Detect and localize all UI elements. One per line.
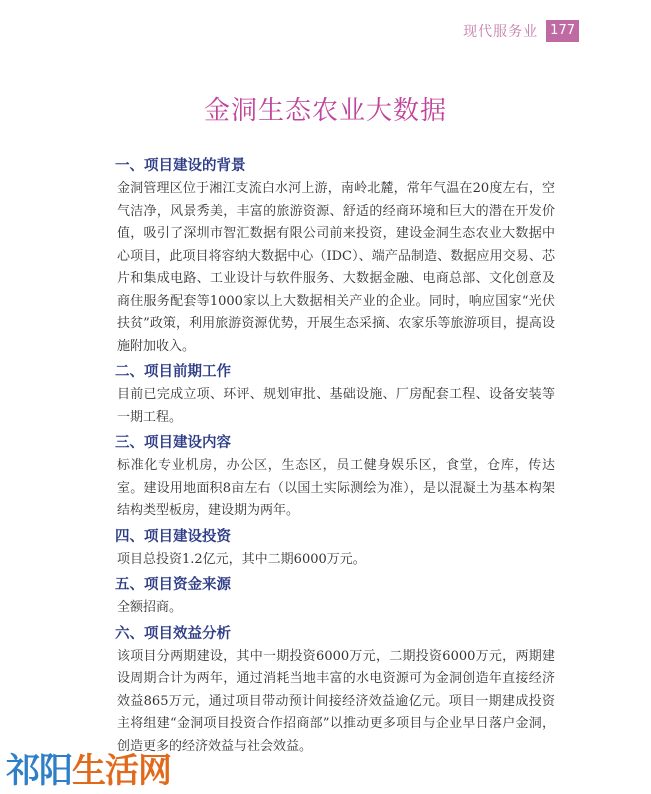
- section-heading-background: 一、项目建设的背景: [115, 158, 246, 174]
- section-body-preliminary-work: 目前已完成立项、环评、规划审批、基础设施、厂房配套工程、设备安装等一期工程。: [117, 387, 555, 425]
- watermark-part-1: 祁阳: [6, 751, 72, 791]
- site-watermark-logo: [6, 752, 171, 790]
- section-body-benefit-analysis: 该项目分两期建设，其中一期投资6000万元，二期投资6000万元，两期建设周期合计为两年，通过消耗当地丰富的水电资源可为金洞创造年直接经济效益865万元，通过项目带动预计间接经济效益逾亿元。项目一期建成投资主将组建“金洞项目投资合作招商部”以推动更多项目与企业早日落户金洞，创造更多的经济效益与社会效益。: [117, 648, 555, 754]
- section-heading-benefit-analysis: 六、项目效益分析: [115, 625, 231, 642]
- running-header: [463, 20, 579, 42]
- section-heading-funding-source: 五、项目资金来源: [115, 577, 231, 593]
- section-body-funding-source: 全额招商。: [117, 600, 183, 615]
- section-heading-preliminary-work: 二、项目前期工作: [115, 364, 231, 380]
- section-label: 现代服务业: [463, 24, 539, 40]
- section-body-construction-content: 标准化专业机房，办公区，生态区，员工健身娱乐区，食堂，仓库，传达室。建设用地面积8亩左右（以国土实际测绘为准），是以混凝土为基本构架结构类型板房，建设期为两年。: [117, 458, 555, 518]
- page-title: 金洞生态农业大数据: [203, 96, 447, 126]
- section-heading-construction-content: 三、项目建设内容: [115, 435, 231, 451]
- section-heading-investment: 四、项目建设投资: [115, 528, 231, 545]
- article-body: [117, 155, 555, 761]
- page-number: 177: [546, 20, 579, 42]
- watermark-part-2: 生活网: [72, 751, 171, 791]
- section-body-investment: 项目总投资1.2亿元，其中二期6000万元。: [117, 551, 366, 567]
- section-body-background: 金洞管理区位于湘江支流白水河上游，南岭北麓，常年气温在20度左右，空气洁净，风景秀美，丰富的旅游资源、舒适的经商环境和巨大的潜在开发价值，吸引了深圳市智汇数据有限公司前来投资，建设金洞生态农业大数据中心项目，此项目将容纳大数据中心（IDC）、端产品制造、数据应用交易、芯片和集成电路、工业设计与软件服务、大数据金融、电商总部、文化创意及商住服务配套等1000家以上大数据相关产业的企业。同时，响应国家“光伏扶贫”政策，利用旅游资源优势，开展生态采摘、农家乐等旅游项目，提高设施附加收入。: [117, 181, 555, 354]
